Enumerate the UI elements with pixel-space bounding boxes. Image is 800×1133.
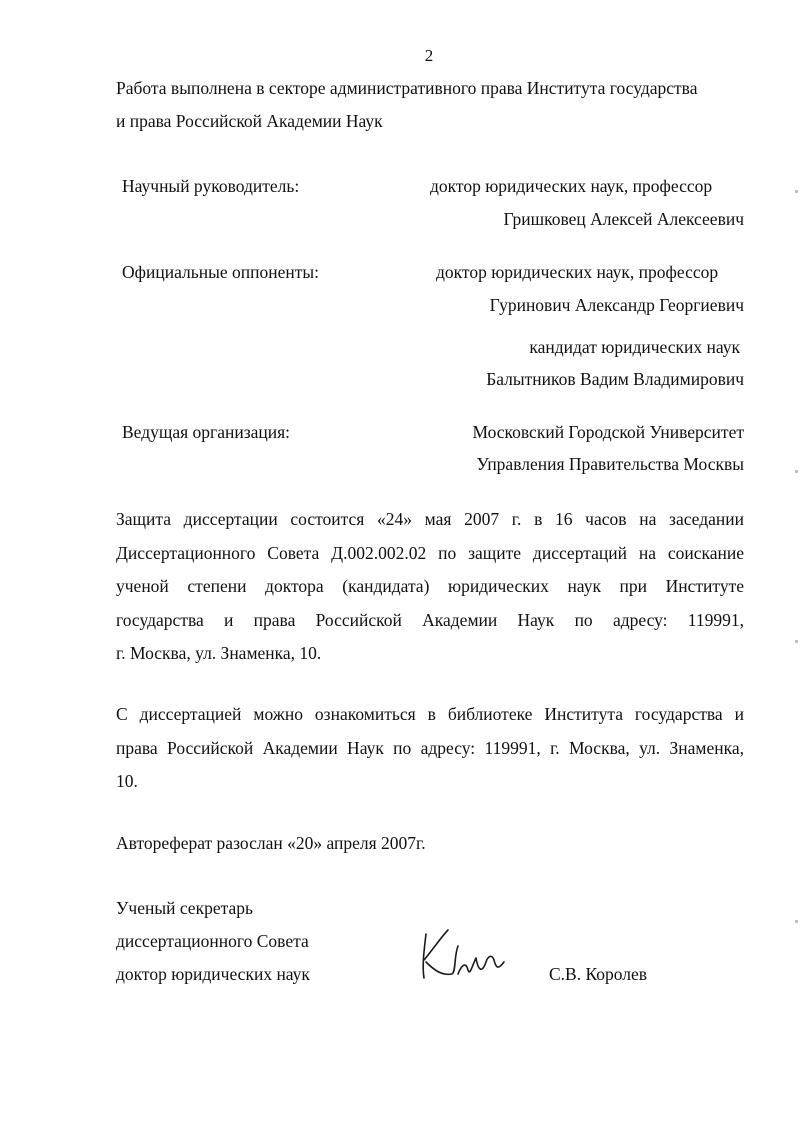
supervisor-title: доктор юридических наук, профессор (430, 176, 713, 196)
lead-org-line-1: Московский Городской Университет (472, 422, 744, 442)
defense-line-2: Диссертационного Совета Д.002.002.02 по защите диссертаций на соискание (116, 542, 744, 563)
opponent-2-name: Балытников Вадим Владимирович (486, 369, 744, 389)
scan-speck (795, 190, 798, 193)
opponent-1-name: Гуринович Александр Георгиевич (489, 295, 744, 315)
dispatched-line: Автореферат разослан «20» апреля 2007г. (116, 833, 426, 853)
lead-org-line-2: Управления Правительства Москвы (476, 454, 744, 474)
defense-line-1: Защита диссертации состоится «24» мая 2007 г. в 16 часов на заседании (116, 509, 744, 529)
intro-line-1: Работа выполнена в секторе административного права Института государства (116, 78, 698, 98)
signature-image (414, 926, 514, 986)
page-number: 2 (424, 46, 434, 65)
secretary-name: С.В. Королев (549, 964, 648, 984)
opponent-1-title: доктор юридических наук, профессор (436, 262, 719, 282)
lead-org-label: Ведущая организация: (122, 422, 291, 442)
library-paragraph (116, 706, 744, 807)
secretary-line-3: доктор юридических наук (116, 964, 310, 984)
library-line-2: права Российской Академии Наук по адресу: 119991, г. Москва, ул. Знаменка, (116, 737, 744, 758)
library-line-1: С диссертацией можно ознакомиться в библиотеке Института государства и (116, 704, 744, 724)
supervisor-label: Научный руководитель: (122, 176, 300, 196)
opponents-label: Официальные оппоненты: (122, 262, 319, 282)
defense-line-4: государства и права Российской Академии Наук по адресу: 119991, (116, 609, 744, 630)
scan-speck (795, 470, 798, 473)
defense-paragraph (116, 511, 744, 679)
secretary-line-2: диссертационного Совета (116, 931, 309, 951)
secretary-line-1: Ученый секретарь (116, 898, 253, 918)
intro-line-2: и права Российской Академии Наук (116, 111, 383, 131)
supervisor-name: Гришковец Алексей Алексеевич (503, 209, 744, 229)
library-line-3: 10. (116, 771, 138, 791)
scan-speck (795, 920, 798, 923)
opponent-2-title: кандидат юридических наук (529, 337, 740, 357)
defense-line-5: г. Москва, ул. Знаменка, 10. (116, 643, 322, 663)
scan-speck (795, 640, 798, 643)
defense-line-3: ученой степени доктора (кандидата) юридических наук при Институте (116, 576, 744, 596)
